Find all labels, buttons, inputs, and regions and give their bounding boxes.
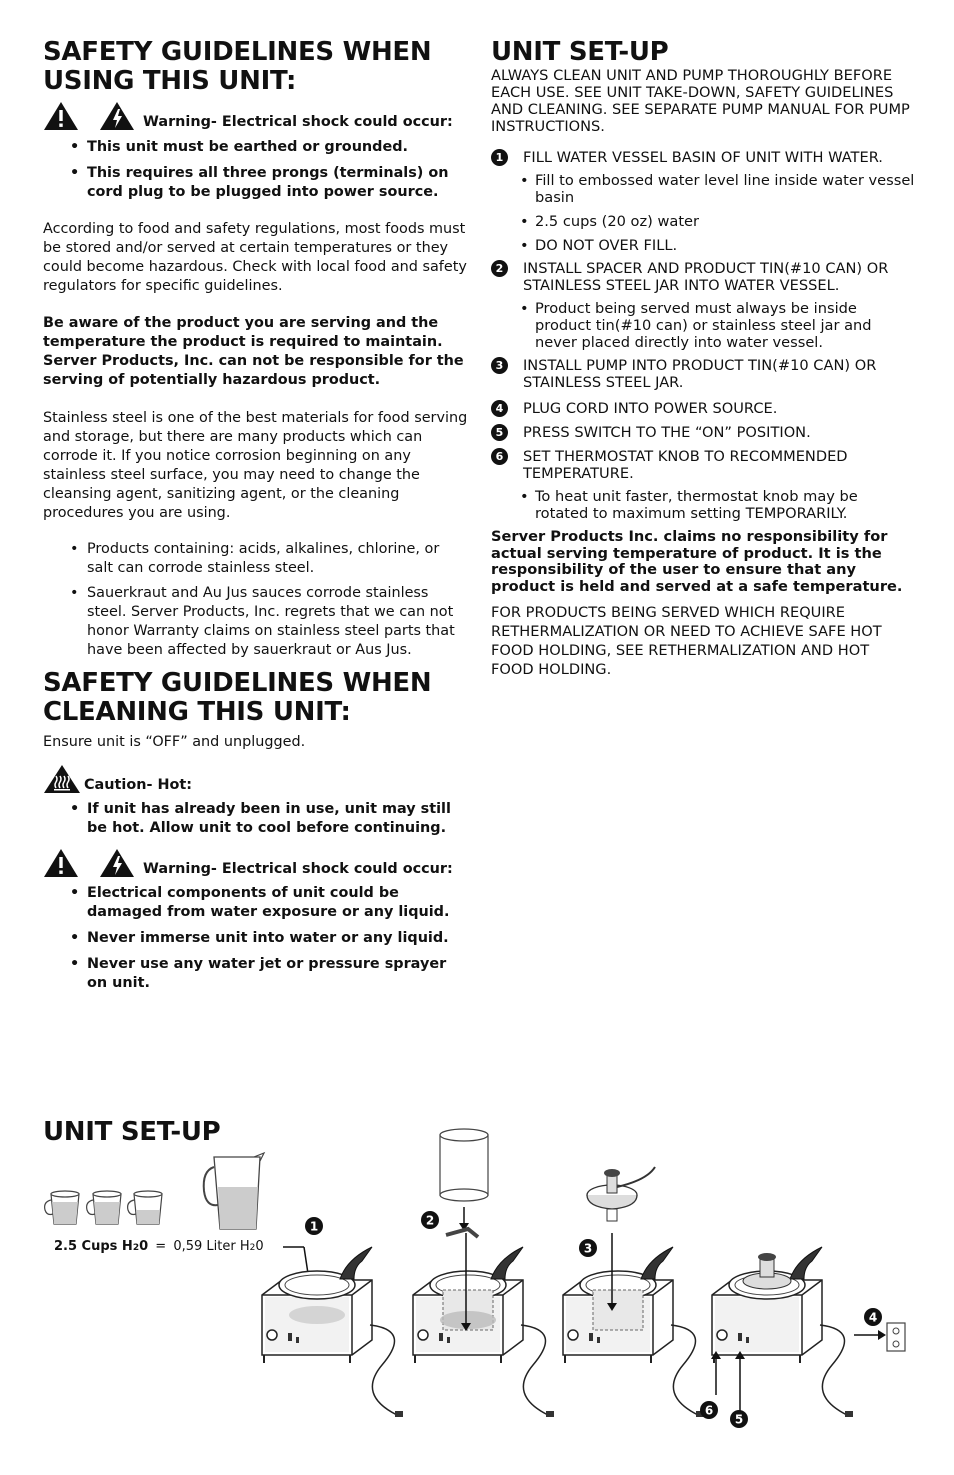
step-text: PRESS SWITCH TO THE “ON” POSITION. (523, 424, 811, 441)
list-item: • DO NOT OVER FILL. (491, 237, 921, 254)
svg-text:5: 5 (734, 1412, 744, 1427)
list-item: • Products containing: acids, alkalines, chlorine, or salt can corrode stainless steel. (43, 540, 471, 578)
electrical-shock-icon (99, 848, 135, 878)
callout-3 (579, 1239, 597, 1257)
step-2-bullets (491, 300, 921, 351)
callout-6 (700, 1401, 718, 1419)
step-3 (491, 357, 921, 391)
warning-exclamation-icon (43, 848, 79, 878)
liter-value: 0,59 (173, 1239, 203, 1254)
cups-subscript: 2 (132, 1243, 140, 1253)
step-number: 4 (491, 400, 508, 417)
setup-title: UNIT SET-UP (491, 37, 669, 67)
using-title: SAFETY GUIDELINES WHEN USING THIS UNIT: (43, 37, 432, 96)
left-column (43, 38, 471, 993)
step-text: SET THERMOSTAT KNOB TO RECOMMENDED TEMPERATURE. (523, 448, 848, 482)
list-item: • Never use any water jet or pressure sprayer on unit. (43, 955, 471, 993)
warning-label: Warning- Electrical shock could occur: (143, 114, 453, 130)
right-column (491, 38, 921, 679)
step-text: PLUG CORD INTO POWER SOURCE. (523, 400, 778, 417)
callout-4 (864, 1308, 882, 1326)
svg-text:2: 2 (425, 1213, 435, 1228)
cleaning-title: SAFETY GUIDELINES WHEN CLEANING THIS UNIT: (43, 668, 432, 727)
step-5 (491, 424, 921, 441)
step-text: FILL WATER VESSEL BASIN OF UNIT WITH WATER. (523, 149, 883, 166)
step-number: 1 (491, 149, 508, 166)
list-item: • This unit must be earthed or grounded. (43, 138, 471, 157)
food-safety-paragraph: According to food and safety regulations, most foods must be stored and/or served at certain temperatures or they could become hazardous. Check with local food and safety regulators for specific guidelines. (43, 221, 467, 294)
corrosion-bullets (43, 540, 471, 660)
warning-row-2 (43, 848, 471, 878)
hot-surface-icon (43, 764, 81, 794)
list-item: • Sauerkraut and Au Jus sauces corrode stainless steel. Server Products, Inc. regrets that we can not honor Warranty claims on stainless steel parts that have been affected by sauerkraut or Aus Jus. (43, 584, 471, 660)
setup-illustration (0, 1125, 954, 1475)
callout-5 (730, 1410, 748, 1428)
figure-title: UNIT SET-UP (43, 1117, 221, 1147)
responsibility-paragraph: Be aware of the product you are serving and the temperature the product is required to maintain. Server Products, Inc. can not be responsible for the serving of potentially hazardous product. (43, 315, 464, 388)
step-number: 6 (491, 448, 508, 465)
setup-steps (491, 149, 921, 522)
list-item: • 2.5 cups (20 oz) water (491, 213, 921, 230)
list-item: • Fill to embossed water level line inside water vessel basin (491, 172, 921, 206)
step-2 (491, 260, 921, 294)
step-number: 5 (491, 424, 508, 441)
list-item: • Electrical components of unit could be damaged from water exposure or any liquid. (43, 884, 471, 922)
setup-intro: ALWAYS CLEAN UNIT AND PUMP THOROUGHLY BEFORE EACH USE. SEE UNIT TAKE-DOWN, SAFETY GUIDELINES AND CLEANING. SEE SEPARATE PUMP MANUAL FOR PUMP INSTRUCTIONS. (491, 67, 910, 135)
step-text: INSTALL SPACER AND PRODUCT TIN(#10 CAN) OR STAINLESS STEEL JAR INTO WATER VESSEL. (523, 260, 889, 294)
list-item: • Never immerse unit into water or any liquid. (43, 929, 471, 948)
caution-bullets (43, 800, 471, 838)
caution-row (43, 764, 471, 794)
warning-exclamation-icon (43, 101, 79, 131)
svg-text:1: 1 (309, 1219, 319, 1234)
step-4 (491, 400, 921, 417)
step-1-bullets (491, 172, 921, 254)
cups-equivalence (54, 1239, 264, 1254)
step-1 (491, 149, 921, 166)
callout-1 (305, 1217, 323, 1235)
liter-subscript: 2 (249, 1243, 256, 1253)
liter-label: Liter H (206, 1239, 250, 1254)
using-bullets (43, 138, 471, 202)
svg-text:6: 6 (704, 1403, 714, 1418)
equals-sign: = (155, 1239, 167, 1254)
warning-label: Warning- Electrical shock could occur: (143, 861, 453, 877)
cleaning-bullets (43, 884, 471, 993)
liter-o: 0 (255, 1239, 264, 1254)
list-item: • If unit has already been in use, unit may still be hot. Allow unit to cool before continuing. (43, 800, 471, 838)
step-text: INSTALL PUMP INTO PRODUCT TIN(#10 CAN) OR STAINLESS STEEL JAR. (523, 357, 877, 391)
cups-label: 2.5 Cups H (54, 1239, 133, 1254)
stainless-paragraph: Stainless steel is one of the best materials for food serving and storage, but there are many products which can corrode it. If you notice corrosion beginning on any stainless steel surface, you may need to change the cleansing agent, sanitizing agent, or the cleaning procedures you are using. (43, 410, 468, 521)
step-number: 3 (491, 357, 508, 374)
step-6-bullets (491, 488, 921, 522)
cups-o: 0 (139, 1239, 149, 1254)
svg-text:3: 3 (583, 1241, 593, 1256)
step-6 (491, 448, 921, 482)
list-item: • Product being served must always be inside product tin(#10 can) or stainless steel jar and never placed directly into water vessel. (491, 300, 921, 351)
rethermalization-paragraph: FOR PRODUCTS BEING SERVED WHICH REQUIRE RETHERMALIZATION OR NEED TO ACHIEVE SAFE HOT FOOD HOLDING, SEE RETHERMALIZATION AND HOT FOOD HOLDING. (491, 604, 882, 678)
electrical-shock-icon (99, 101, 135, 131)
list-item: • To heat unit faster, thermostat knob may be rotated to maximum setting TEMPORARILY. (491, 488, 921, 522)
warning-row (43, 101, 471, 131)
list-item: • This requires all three prongs (terminals) on cord plug to be plugged into power source. (43, 164, 471, 202)
callout-2 (421, 1211, 439, 1229)
step-number: 2 (491, 260, 508, 277)
caution-label: Caution- Hot: (84, 777, 193, 793)
svg-text:4: 4 (868, 1310, 878, 1325)
cleaning-intro: Ensure unit is “OFF” and unplugged. (43, 734, 306, 750)
claim-paragraph: Server Products Inc. claims no responsibility for actual serving temperature of product. It is the responsibility of the user to ensure that any product is held and served at a safe temperature. (491, 528, 903, 595)
